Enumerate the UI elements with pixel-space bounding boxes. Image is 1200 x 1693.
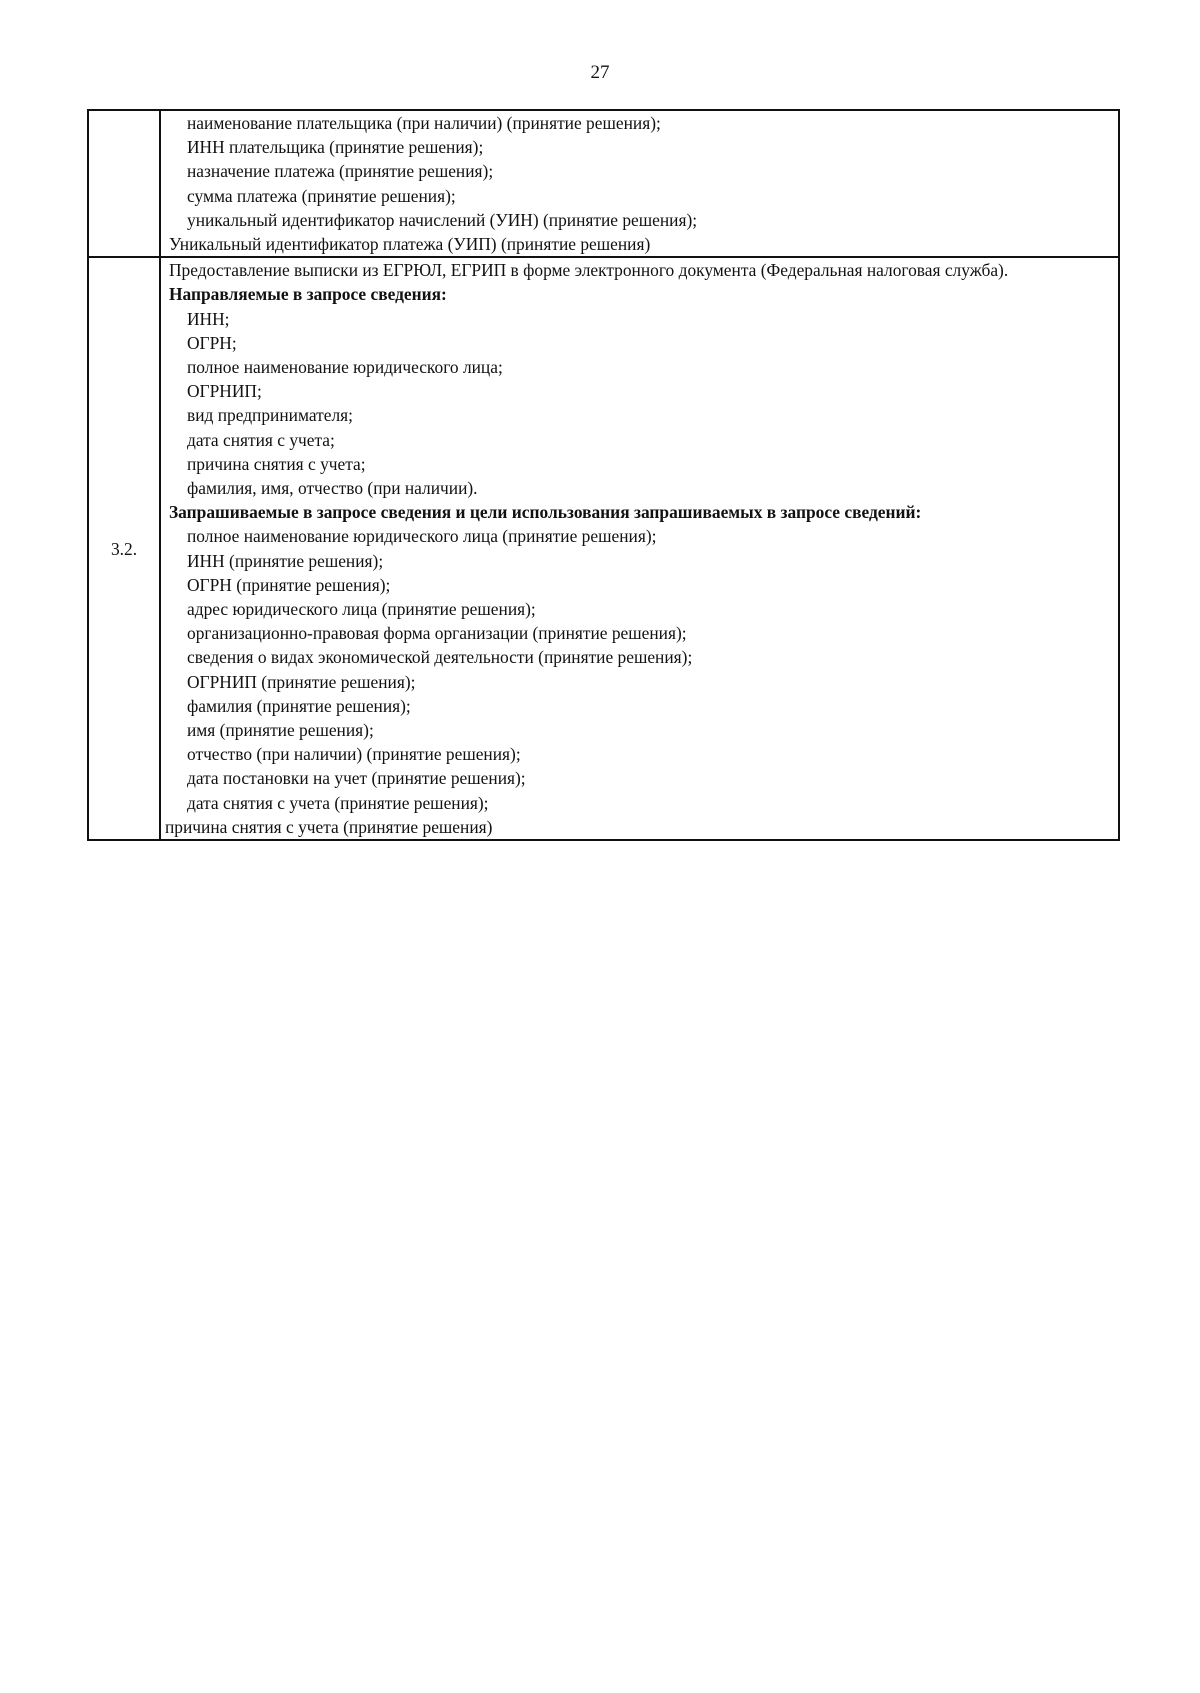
document-table: [87, 109, 1120, 841]
section-heading-sent: Направляемые в запросе сведения:: [169, 284, 447, 305]
section-heading-requested: Запрашиваемые в запросе сведения и цели использования запрашиваемых в запросе сведений:: [169, 502, 922, 523]
list-item: наименование плательщика (при наличии) (принятие решения);: [187, 113, 661, 133]
list-item: ОГРНИП;: [187, 381, 262, 402]
list-item: дата снятия с учета;: [187, 429, 335, 450]
list-item: ОГРН;: [187, 332, 237, 353]
list-item: полное наименование юридического лица (принятие решения);: [187, 526, 657, 547]
list-item: фамилия, имя, отчество (при наличии).: [187, 478, 478, 499]
row-content-cell: [160, 110, 1119, 257]
list-item: полное наименование юридического лица;: [187, 357, 503, 378]
page-number: 27: [590, 62, 610, 83]
list-item: сведения о видах экономической деятельности (принятие решения);: [187, 647, 693, 668]
table-row: [88, 257, 1119, 840]
list-item: ИНН (принятие решения);: [187, 550, 384, 571]
list-item: ОГРНИП (принятие решения);: [187, 671, 416, 692]
list-item: вид предпринимателя;: [187, 405, 353, 426]
list-item: назначение платежа (принятие решения);: [187, 161, 494, 182]
list-item: причина снятия с учета;: [187, 453, 366, 474]
list-item: организационно-правовая форма организации (принятие решения);: [187, 623, 687, 644]
row-intro-text: Предоставление выписки из ЕГРЮЛ, ЕГРИП в форме электронного документа (Федеральная налоговая служба).: [169, 260, 1009, 281]
row-content-cell: [160, 257, 1119, 840]
list-item: фамилия (принятие решения);: [187, 695, 411, 716]
list-item: адрес юридического лица (принятие решения);: [187, 599, 536, 620]
list-item: уникальный идентификатор начислений (УИН) (принятие решения);: [187, 209, 698, 230]
list-item: сумма платежа (принятие решения);: [187, 185, 456, 206]
list-item: дата снятия с учета (принятие решения);: [187, 792, 489, 813]
list-item: отчество (при наличии) (принятие решения);: [187, 744, 521, 765]
table-row: [88, 110, 1119, 257]
list-item: ИНН;: [187, 308, 230, 329]
row-number-cell: [88, 110, 160, 257]
list-item: дата постановки на учет (принятие решения);: [187, 768, 526, 789]
list-item: ОГРН (принятие решения);: [187, 574, 391, 595]
list-item: ИНН плательщика (принятие решения);: [187, 137, 484, 158]
list-item: имя (принятие решения);: [187, 720, 374, 741]
list-item: причина снятия с учета (принятие решения): [165, 816, 493, 837]
row-number-cell: 3.2.: [88, 257, 160, 840]
list-item: Уникальный идентификатор платежа (УИП) (принятие решения): [169, 234, 651, 255]
